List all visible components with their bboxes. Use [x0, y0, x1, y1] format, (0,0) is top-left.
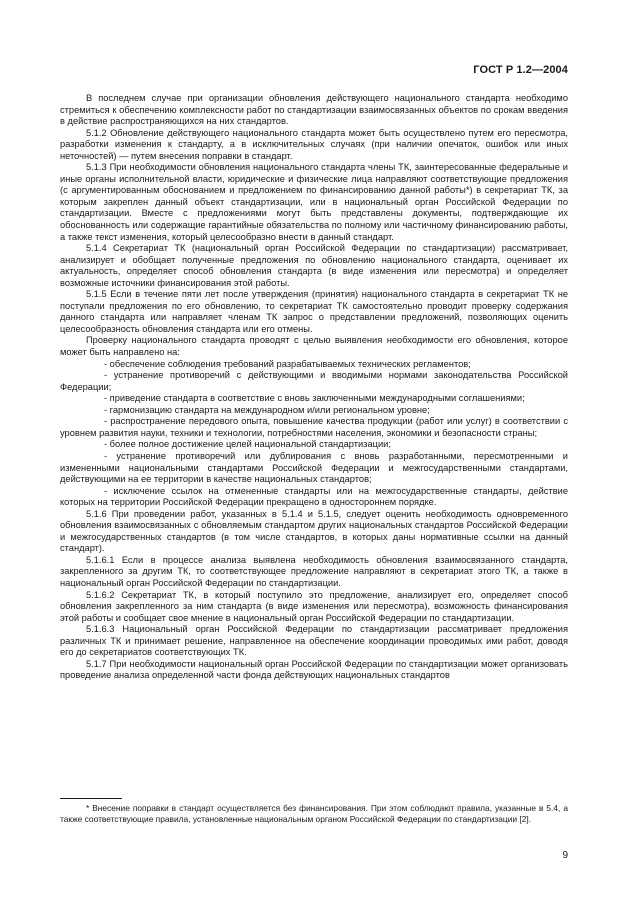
- list-item: - распространение передового опыта, повышение качества продукции (работ или услуг) в соответствии с уровнем развития науки, техники и технологии, потребностями населения, экономики и безопасности страны;: [60, 416, 568, 438]
- footnote: * Внесение поправки в стандарт осуществляется без финансирования. При этом соблюдают правила, указанные в 5.4, а также соответствующие правила, установленные национальным органом Российской Федерации по стандартизации [2].: [60, 803, 568, 825]
- paragraph: 5.1.5 Если в течение пяти лет после утверждения (принятия) национального стандарта в секретариат ТК не поступали предложения по его обновлению, то секретариат ТК самостоятельно проводит проверку содержания данного стандарта или направляет членам ТК запрос о представлении предложений, позволяющих оценить целесообразность обновления стандарта или его отмены.: [60, 289, 568, 334]
- paragraph: 5.1.4 Секретариат ТК (национальный орган Российской Федерации по стандартизации) рассматривает, анализирует и обобщает полученные предложения по обновлению национального стандарта, оценивает их актуальность, определяет способ обновления стандарта (в виде изменения или пересмотра) и определяет возможные источники финансирования этой работы.: [60, 243, 568, 288]
- paragraph: 5.1.6.3 Национальный орган Российской Федерации по стандартизации рассматривает предложения различных ТК и принимает решение, направленное на обеспечение координации проводимых ими работ, доводя его до секретариатов соответствующих ТК.: [60, 624, 568, 658]
- paragraph: 5.1.7 При необходимости национальный орган Российской Федерации по стандартизации может организовать проведение анализа определенной части фонда действующих национальных стандартов: [60, 658, 568, 681]
- paragraph: 5.1.6.1 Если в процессе анализа выявлена необходимость обновления взаимосвязанного стандарта, закрепленного за другим ТК, то соответствующее предложение направляют в секретариат этого ТК, а также в национальный орган Российской Федерации по стандартизации.: [60, 554, 568, 588]
- paragraph: 5.1.2 Обновление действующего национального стандарта может быть осуществлено путем его пересмотра, разработки изменения к стандарту, а в исключительных случаях (при наличии опечаток, ошибок или иных неточностей) — путем внесения поправки в стандарт.: [60, 127, 568, 161]
- list-item: - исключение ссылок на отмененные стандарты или на межгосударственные стандарты, действие которых на территории Российской Федерации прекращено в одностороннем порядке.: [60, 485, 568, 508]
- page-number: 9: [562, 850, 568, 861]
- paragraph: 5.1.6 При проведении работ, указанных в 5.1.4 и 5.1.5, следует оценить необходимость одновременного обновления взаимосвязанных с обновляемым стандартом других национальных стандартов Российской Федерации и межгосударственных стандартов (в том числе стандартов, в которых даны нормативные ссылки на данный стандарт).: [60, 508, 568, 554]
- paragraph: 5.1.3 При необходимости обновления национального стандарта члены ТК, заинтересованные федеральные и иные органы исполнительной власти, юридические и физические лица направляют соответствующие предложения (с аргументированным обоснованием и предложением по финансированию данной работы*) в секретариат ТК, за которым закреплен данный объект стандартизации, или в национальный орган Российской Федерации по стандартизации. Вместе с предложениями могут быть представлены документы, подтверждающие их обоснованность или содержащие гарантийные обязательства по полному или частичному финансированию работы, а также текст изменения, который целесообразно внести в данный стандарт.: [60, 162, 568, 242]
- list-item: - гармонизацию стандарта на международном и/или региональном уровне;: [104, 404, 430, 415]
- footnote-separator: [60, 798, 122, 799]
- paragraph: 5.1.6.2 Секретариат ТК, в который поступило это предложение, анализирует его, определяет способ обновления закрепленного за ним стандарта (в виде изменения или пересмотра), возможность финансирования этой работы и сообщает свое мнение в национальный орган Российской Федерации по стандартизации.: [60, 589, 568, 623]
- list-item: - устранение противоречий или дублирования с вновь разработанными, пересмотренными и измененными национальными стандартами Российской Федерации и межгосударственными стандартами, действующими на ее территории в качестве национальных стандартов;: [60, 450, 568, 485]
- paragraph: В последнем случае при организации обновления действующего национального стандарта необходимо стремиться к обеспечению комплексности работ по стандартизации взаимосвязанных объектов по срокам введения в действие распространяющихся на них стандартов.: [60, 93, 568, 127]
- standard-code-header: ГОСТ Р 1.2—2004: [473, 64, 568, 76]
- list-item: - обеспечение соблюдения требований разрабатываемых технических регламентов;: [104, 358, 471, 369]
- list-item: - устранение противоречий с действующими и вводимыми нормами законодательства Российской Федерации;: [60, 370, 568, 392]
- list-item: - приведение стандарта в соответствие с вновь заключенными международными соглашениями;: [104, 393, 525, 404]
- document-body: [60, 93, 568, 682]
- list-item: - более полное достижение целей национальной стандартизации;: [104, 439, 391, 450]
- paragraph: Проверку национального стандарта проводят с целью выявления необходимости его обновления, которое может быть направлено на:: [60, 335, 568, 358]
